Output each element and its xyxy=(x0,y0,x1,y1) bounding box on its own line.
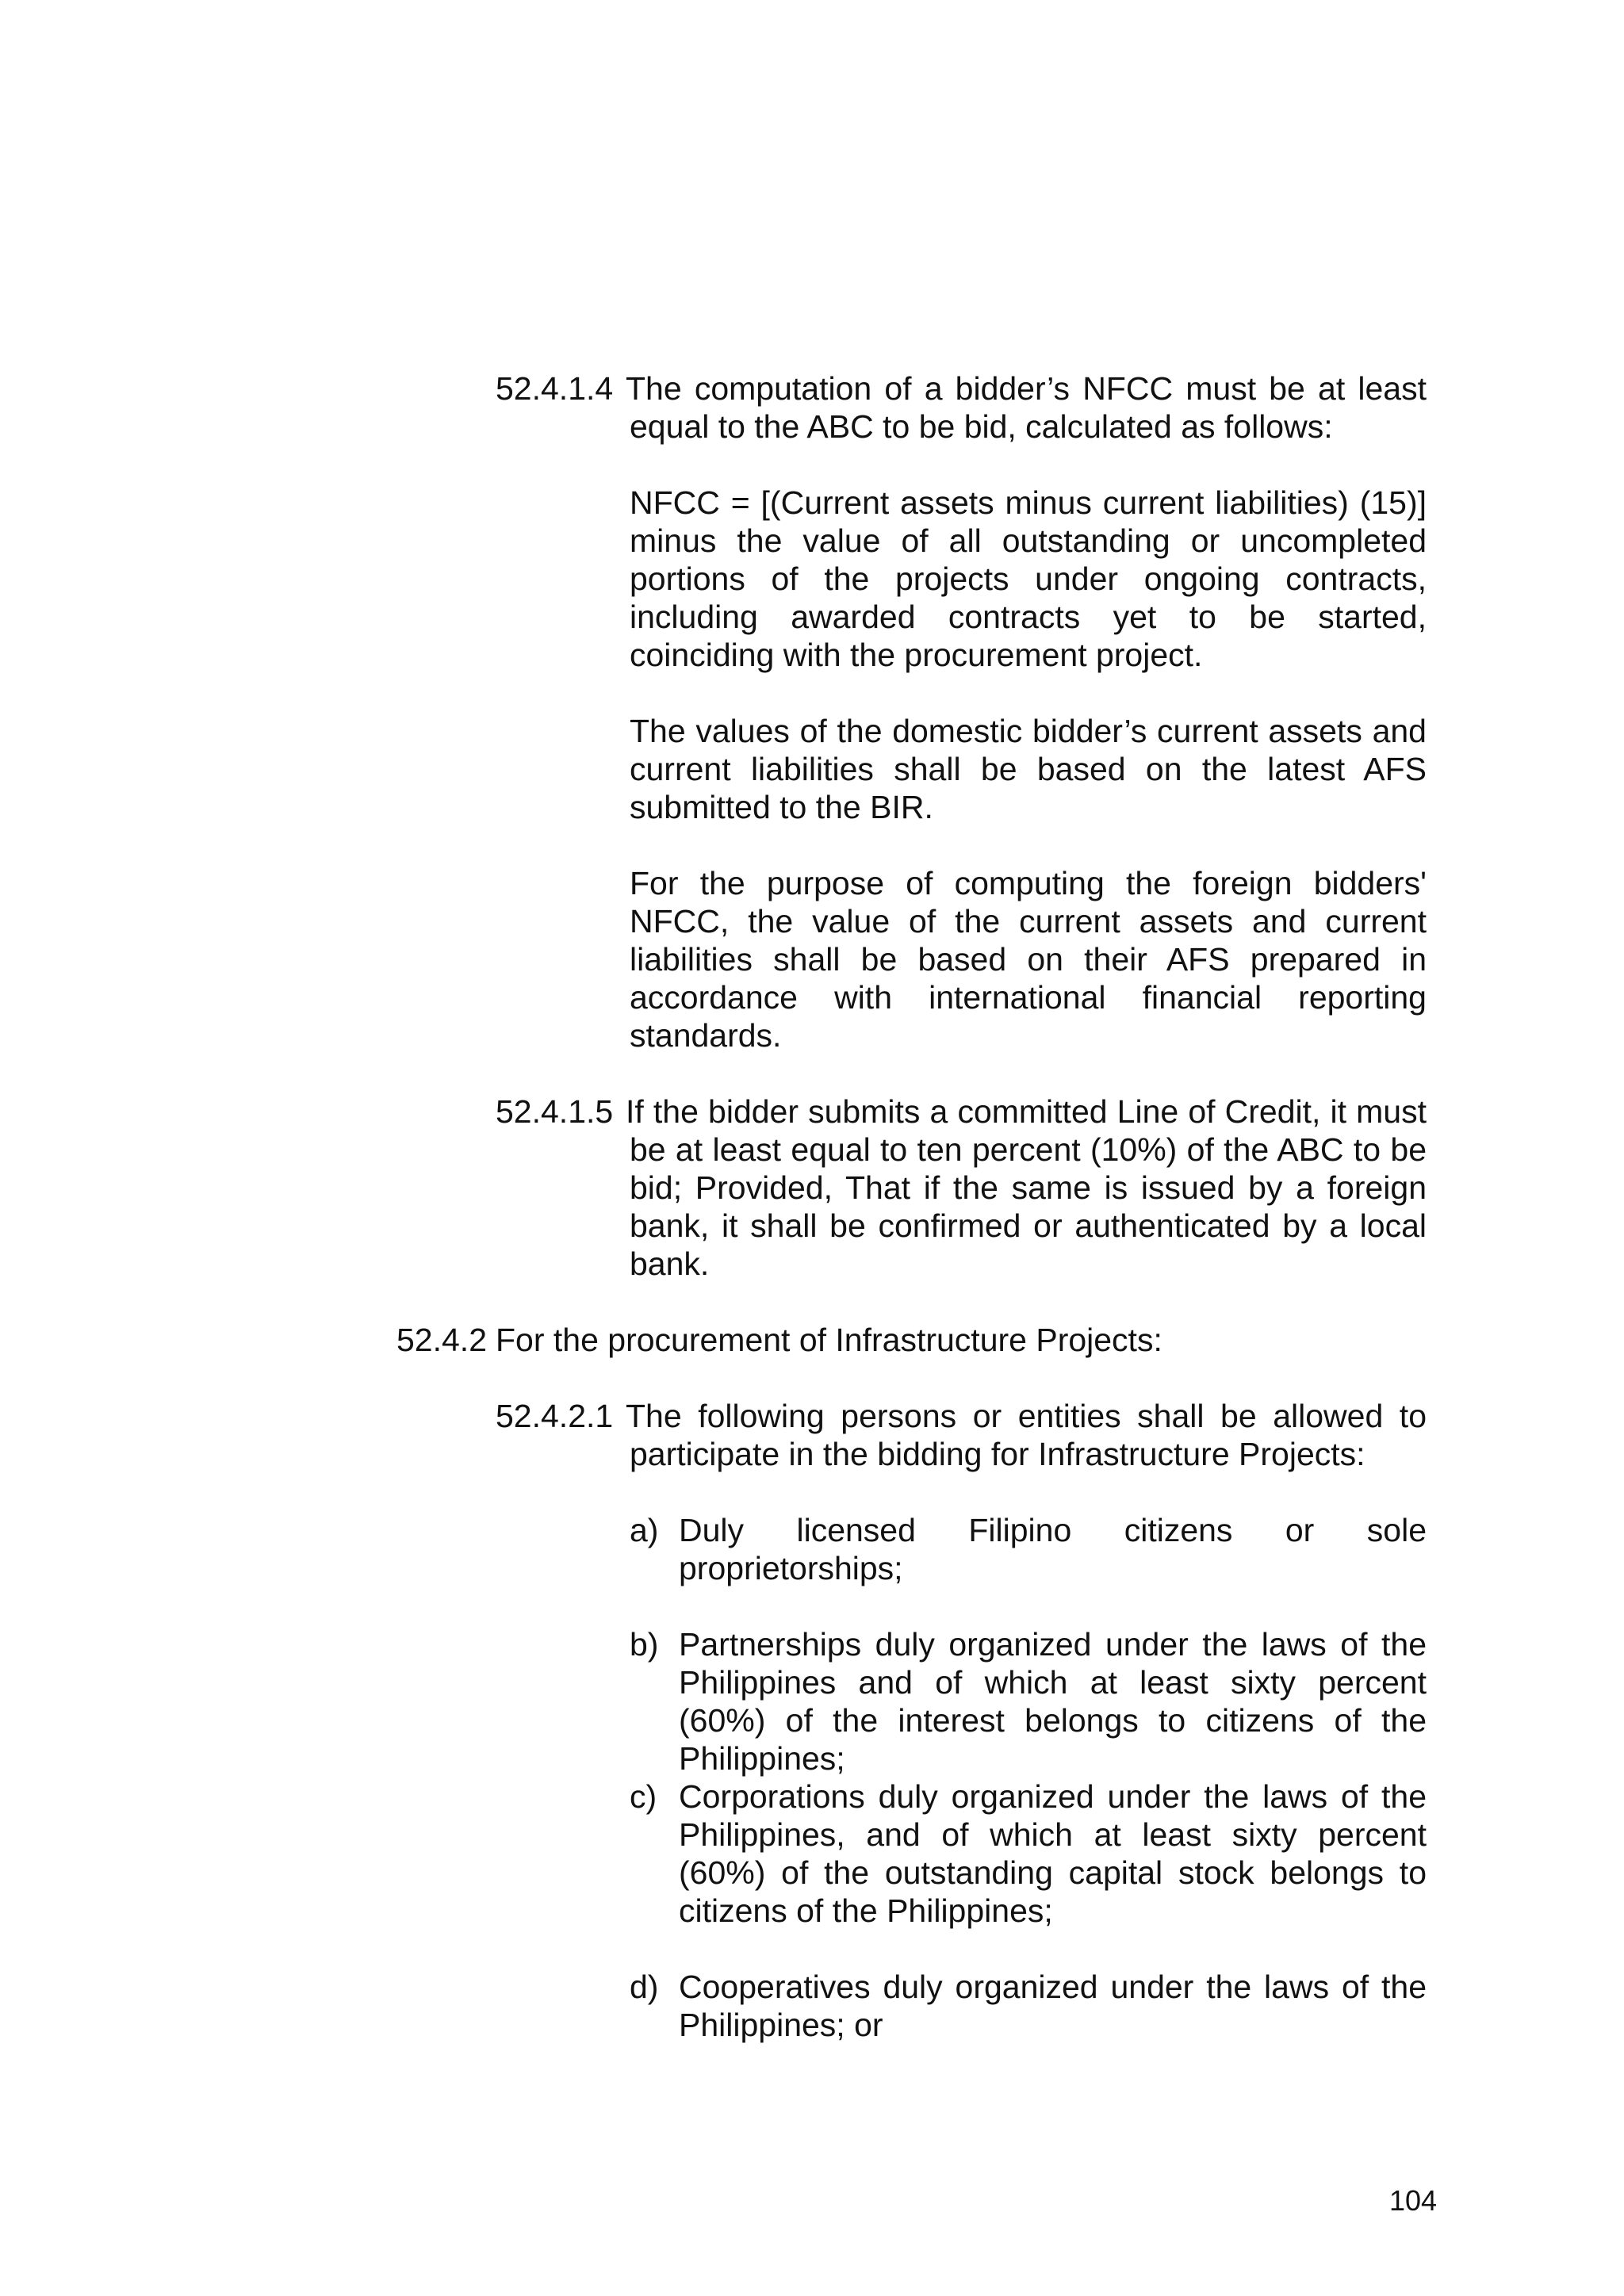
list-letter: d) xyxy=(630,1969,659,2005)
clause-first-line: The following persons or entities shall be allowed to xyxy=(626,1398,1427,1434)
list-letter: a) xyxy=(630,1512,659,1548)
clause-number: 52.4.1.5 xyxy=(496,1093,614,1130)
list-text: Corporations duly organized under the laws of the Philippines, and of which at least sixty percent (60%) of the outstanding capital stock belongs to citizens of the Philippines; xyxy=(679,1778,1427,1929)
domestic-bidder-paragraph: The values of the domestic bidder’s current assets and current liabilities shall be based on the latest AFS submitted to the BIR. xyxy=(630,713,1427,825)
clause-number: 52.4.2 xyxy=(396,1322,487,1358)
list-text: Partnerships duly organized under the laws of the Philippines and of which at least sixty percent (60%) of the interest belongs to citizens of the Philippines; xyxy=(679,1626,1427,1777)
page-number: 104 xyxy=(1389,2184,1438,2217)
foreign-bidder-paragraph: For the purpose of computing the foreign bidders' NFCC, the value of the current assets and current liabilities shall be based on their AFS prepared in accordance with international financial reporting standards. xyxy=(630,865,1427,1054)
clause-52-4-2 xyxy=(396,1321,1427,1359)
clause-first-line: If the bidder submits a committed Line of Credit, it must xyxy=(626,1093,1427,1130)
list-letter: c) xyxy=(630,1778,657,1815)
list-letter: b) xyxy=(630,1626,659,1663)
clause-first-line: The computation of a bidder’s NFCC must be at least xyxy=(626,370,1427,407)
clause-number: 52.4.1.4 xyxy=(496,370,614,407)
list-text: Cooperatives duly organized under the laws of the Philippines; or xyxy=(679,1969,1427,2043)
clause-heading: For the procurement of Infrastructure Projects: xyxy=(496,1322,1162,1358)
clause-continuation: be at least equal to ten percent (10%) of the ABC to be bid; Provided, That if the same is issued by a foreign bank, it shall be confirmed or authenticated by a local bank. xyxy=(630,1131,1427,1282)
nfcc-formula-paragraph: NFCC = [(Current assets minus current liabilities) (15)] minus the value of all outstanding or uncompleted portions of the projects under ongoing contracts, including awarded contracts yet to be started, coinciding with the procurement project. xyxy=(630,484,1427,673)
list-text: Duly licensed Filipino citizens or sole proprietorships; xyxy=(679,1512,1427,1586)
clause-continuation: participate in the bidding for Infrastructure Projects: xyxy=(630,1436,1365,1472)
clause-continuation: equal to the ABC to be bid, calculated as follows: xyxy=(630,408,1333,445)
clause-number: 52.4.2.1 xyxy=(496,1398,614,1434)
